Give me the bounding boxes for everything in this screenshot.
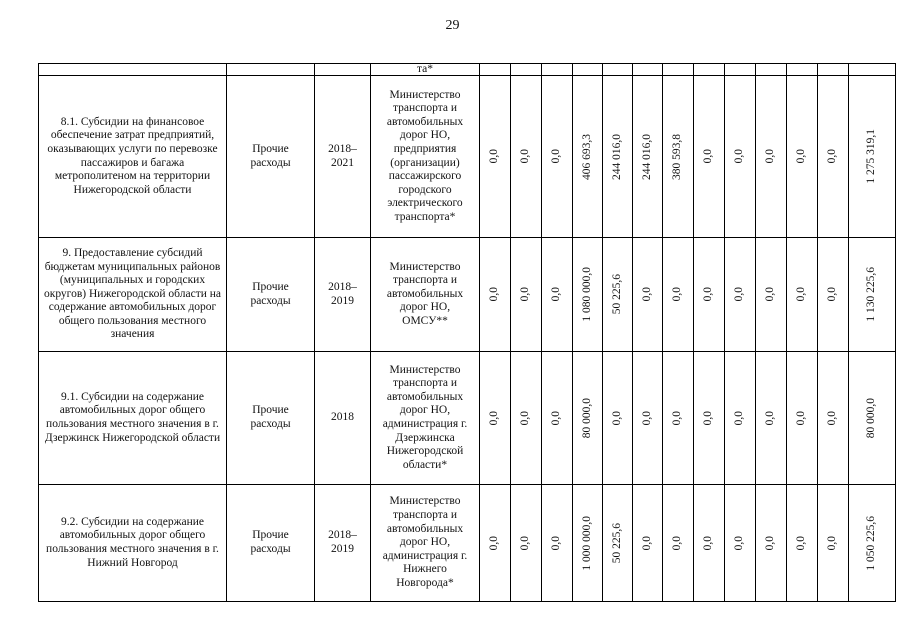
value-text: 0,0: [519, 287, 532, 302]
value-text: 1 275 319,1: [865, 129, 878, 184]
value-text: 0,0: [733, 410, 746, 426]
value-text: 0,0: [550, 149, 563, 164]
funding-source: [227, 238, 315, 352]
table-row: [39, 238, 896, 352]
cell-empty: [603, 64, 633, 76]
value-text: 244 016,0: [610, 133, 623, 180]
value-text: 0,0: [795, 149, 808, 164]
period-text: 2018–2019: [328, 529, 357, 555]
value-text: 0,0: [671, 535, 684, 551]
funding-source-text: Прочие расходы: [250, 529, 291, 555]
cell-empty: [315, 64, 371, 76]
value-text: 0,0: [519, 149, 532, 164]
funding-source: [227, 76, 315, 238]
year-value: [756, 238, 787, 352]
value-text: 0,0: [488, 535, 501, 551]
year-value: [787, 76, 818, 238]
year-value: [787, 238, 818, 352]
value-text: 0,0: [671, 410, 684, 426]
value-text: 1 080 000,0: [580, 267, 593, 322]
measure-name: 9.1. Субсидии на содержание автомобильных дорог общего пользования местного значения в г. Дзержинск Нижегородской области: [39, 352, 227, 485]
year-value: [603, 76, 633, 238]
year-value: [542, 352, 573, 485]
year-value: [573, 76, 603, 238]
executor-text: Министерство транспорта и автомобильных дорог НО, администрация г. Нижнего Новгорода*: [382, 495, 468, 589]
funding-source: [227, 352, 315, 485]
value-text: 406 693,3: [580, 133, 593, 180]
year-value: [694, 485, 725, 602]
period-text: 2018–2021: [328, 142, 357, 169]
year-value: [787, 485, 818, 602]
value-text: 0,0: [795, 535, 808, 551]
executor-text: Министерство транспорта и автомобильных дорог НО, администрация г. Дзержинска Нижегородской области*: [382, 363, 468, 471]
funding-source-text: Прочие расходы: [250, 280, 291, 307]
cell-empty: [663, 64, 694, 76]
year-value: [663, 76, 694, 238]
year-value: [694, 76, 725, 238]
value-text: 0,0: [702, 287, 715, 302]
year-value: [818, 238, 849, 352]
year-value: [633, 238, 663, 352]
year-value: [511, 352, 542, 485]
cell-empty: [694, 64, 725, 76]
executor-continuation: та*: [371, 64, 480, 76]
value-text: 0,0: [610, 410, 623, 426]
executor: [371, 238, 480, 352]
table-body: [39, 64, 896, 602]
cell-empty: [725, 64, 756, 76]
year-value: [573, 352, 603, 485]
value-text: 0,0: [795, 287, 808, 302]
year-value: [603, 352, 633, 485]
cell-empty: [542, 64, 573, 76]
year-value: [480, 352, 511, 485]
cell-empty: [849, 64, 896, 76]
page-number: 29: [445, 18, 460, 33]
value-text: 0,0: [826, 149, 839, 164]
value-text: 0,0: [488, 410, 501, 426]
year-value: [603, 485, 633, 602]
cell-empty: [39, 64, 227, 76]
period-text: 2018: [331, 411, 354, 424]
cell-empty: [818, 64, 849, 76]
cell-empty: [756, 64, 787, 76]
cell-empty: [511, 64, 542, 76]
year-value: [573, 238, 603, 352]
executor: [371, 485, 480, 602]
value-text: 0,0: [550, 287, 563, 302]
cell-empty: [787, 64, 818, 76]
executor: [371, 76, 480, 238]
value-text: 380 593,8: [671, 133, 684, 180]
period: [315, 76, 371, 238]
total-value: [849, 352, 896, 485]
year-value: [480, 76, 511, 238]
period: [315, 352, 371, 485]
period: [315, 238, 371, 352]
value-text: 244 016,0: [640, 133, 653, 180]
value-text: 0,0: [640, 535, 653, 551]
table-row: [39, 76, 896, 238]
year-value: [511, 76, 542, 238]
year-value: [756, 352, 787, 485]
year-value: [542, 485, 573, 602]
value-text: 0,0: [764, 535, 777, 551]
measure-name: 9.2. Субсидии на содержание автомобильных дорог общего пользования местного значения в г. Нижний Новгород: [39, 485, 227, 602]
value-text: 0,0: [826, 410, 839, 426]
value-text: 80 000,0: [865, 397, 878, 439]
value-text: 0,0: [671, 287, 684, 302]
period: [315, 485, 371, 602]
value-text: 0,0: [702, 410, 715, 426]
year-value: [511, 238, 542, 352]
value-text: 0,0: [764, 149, 777, 164]
year-value: [818, 76, 849, 238]
year-value: [663, 352, 694, 485]
year-value: [573, 485, 603, 602]
cell-empty: [227, 64, 315, 76]
year-value: [725, 485, 756, 602]
year-value: [633, 76, 663, 238]
year-value: [542, 76, 573, 238]
value-text: 80 000,0: [580, 397, 593, 439]
year-value: [725, 76, 756, 238]
value-text: 0,0: [826, 535, 839, 551]
value-text: 0,0: [519, 410, 532, 426]
year-value: [787, 352, 818, 485]
cell-empty: [573, 64, 603, 76]
year-value: [542, 238, 573, 352]
value-text: 50 225,6: [610, 522, 623, 564]
period-text: 2018–2019: [328, 280, 357, 307]
value-text: 0,0: [519, 535, 532, 551]
funding-source-text: Прочие расходы: [250, 142, 291, 169]
value-text: 0,0: [764, 287, 777, 302]
value-text: 0,0: [826, 287, 839, 302]
continuation-row: [39, 64, 896, 76]
year-value: [480, 485, 511, 602]
total-value: [849, 485, 896, 602]
cell-empty: [480, 64, 511, 76]
year-value: [603, 238, 633, 352]
value-text: 0,0: [733, 535, 746, 551]
total-value: [849, 76, 896, 238]
value-text: 0,0: [550, 535, 563, 551]
total-value: [849, 238, 896, 352]
year-value: [756, 485, 787, 602]
funding-source-text: Прочие расходы: [250, 404, 291, 430]
value-text: 50 225,6: [610, 274, 623, 315]
funding-source: [227, 485, 315, 602]
value-text: 0,0: [488, 287, 501, 302]
table-row: [39, 485, 896, 602]
value-text: 1 050 225,6: [865, 515, 878, 571]
year-value: [756, 76, 787, 238]
value-text: 0,0: [795, 410, 808, 426]
value-text: 0,0: [702, 535, 715, 551]
value-text: 1 000 000,0: [580, 515, 593, 571]
year-value: [633, 352, 663, 485]
value-text: 0,0: [640, 410, 653, 426]
value-text: 0,0: [550, 410, 563, 426]
value-text: 0,0: [733, 149, 746, 164]
value-text: 0,0: [640, 287, 653, 302]
year-value: [480, 238, 511, 352]
year-value: [511, 485, 542, 602]
year-value: [725, 238, 756, 352]
value-text: 0,0: [702, 149, 715, 164]
year-value: [663, 485, 694, 602]
value-text: 1 130 225,6: [865, 267, 878, 322]
value-text: 0,0: [764, 410, 777, 426]
value-text: 0,0: [733, 287, 746, 302]
executor: [371, 352, 480, 485]
year-value: [633, 485, 663, 602]
executor-text: Министерство транспорта и автомобильных дорог НО, предприятия (организации) пассажирского городского электрического транспорта*: [386, 88, 464, 223]
measure-name: 8.1. Субсидии на финансовое обеспечение затрат предприятий, оказывающих услуги по перевозке пассажиров и багажа метрополитеном на территории Нижегородской области: [39, 76, 227, 238]
year-value: [818, 352, 849, 485]
year-value: [694, 352, 725, 485]
value-text: 0,0: [488, 149, 501, 164]
year-value: [694, 238, 725, 352]
executor-text: Министерство транспорта и автомобильных дорог НО, ОМСУ**: [386, 260, 464, 327]
year-value: [725, 352, 756, 485]
cell-empty: [633, 64, 663, 76]
measure-name: 9. Предоставление субсидий бюджетам муниципальных районов (муниципальных и городских округов) Нижегородской области на содержание автомобильных дорог общего пользования местного значения: [39, 238, 227, 352]
table-row: [39, 352, 896, 485]
budget-table: [38, 63, 896, 602]
year-value: [663, 238, 694, 352]
year-value: [818, 485, 849, 602]
